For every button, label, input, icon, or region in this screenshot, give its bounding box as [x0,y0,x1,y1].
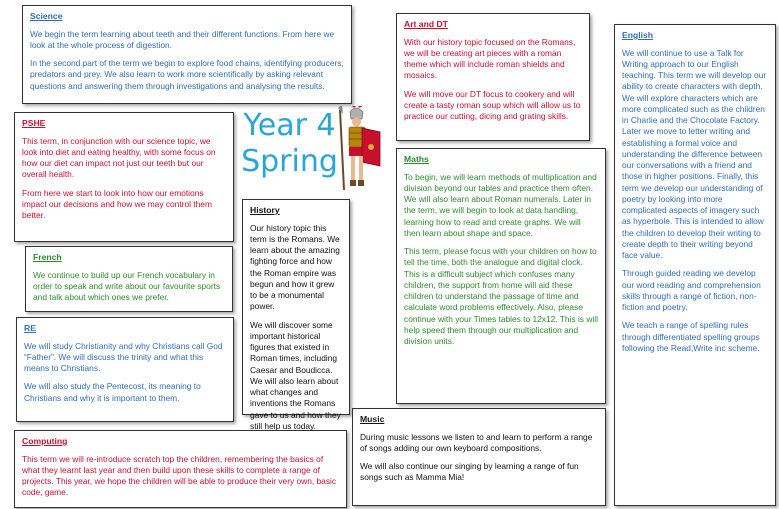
maths-paragraph-1: To begin, we will learn methods of multiplication and division beyond our tables and practice them often. We will also learn about Roman numerals. Later in the term, we will begin to look at data handling, learning how to read and create graphs. We will then learn about shape and space. [404,171,597,238]
science-paragraph-2: In the second part of the term we begin to explore food chains, identifying producers, predators and prey. We also learn to work more scientifically by asking relevant questions and answering them through investigations and analysing the results. [30,58,344,91]
french-paragraph-1: We continue to build up our French vocabulary in order to speak and write about our favourite sports and talk about which ones we prefer. [33,269,221,303]
english-heading: English [622,30,654,40]
art-dt-box [396,13,590,141]
art-dt-paragraph-2: We will move our DT focus to cookery and will create a tasty roman soup which will allow us to practice our cutting, dicing and grating skills. [404,88,581,122]
maths-paragraph-2: This term, please focus with your children on how to tell the time, both the analogue and digital clock. This is a difficult subject which confuses many children, the support from home will aid these children to understand the passage of time and calculate word problems effectively. Also, please continue with your Times tables to 12x12. This is will help speed them through our multiplication and division units. [404,246,598,347]
music-box [352,408,606,506]
maths-box [396,148,606,404]
pshe-box [14,112,234,242]
page-title [232,108,347,180]
title-line-1: Year 4 [243,108,336,143]
french-box [25,246,233,312]
re-heading: RE [24,323,36,333]
art-dt-paragraph-1: With our history topic focused on the Romans, we will be creating art pieces with a roman theme which will include roman shields and mosaics. [404,36,576,81]
music-heading: Music [360,414,385,424]
roman-soldier-icon [336,106,382,192]
computing-heading: Computing [22,436,68,446]
history-paragraph-1: Our history topic this term is the Romans. We learn about the amazing fighting force and how the Roman empire was begun and how it grew to be a monumental power. [250,222,340,312]
history-heading: History [250,205,280,215]
computing-box [14,430,347,508]
english-paragraph-3: We teach a range of spelling rules through differentiated spelling groups following the Read,Write inc scheme. [622,320,760,353]
title-line-2: Spring [241,144,338,179]
pshe-paragraph-1: This term, in conjunction with our science topic, we look into diet and eating healthy, with some focus on how our diet can impact not just our teeth but our overall health. [22,135,216,180]
music-paragraph-1: During music lessons we listen to and learn to perform a range of songs adding our own keyboard compositions. [360,431,593,453]
english-paragraph-1: We will continue to use a Talk for Writing approach to our English teaching. This term we will develop our ability to create characters with depth. We will explore characters which are more complicated such as the children in Charlie and the Chocolate Factory. Later we move to letter writing and establishing a formal voice and understanding the difference between our conversations with a friend and those in higher positions. Finally, this term we develop our understanding of poetry by looking into more complicated aspects of imagery such as hyperbole. This is intended to allow the children to develop their writing to create depth to their writing beyond face value. [622,47,767,261]
computing-paragraph-1: This term we will re-introduce scratch top the children, remembering the basics of what they learnt last year and then build upon these skills to complete a range of projects. This year, we hope the children will be able to produce their very own, basic code, game. [22,453,337,498]
science-paragraph-1: We begin the term learning about teeth and their different functions. From here we look at the whole process of digestion. [30,28,335,50]
english-box [614,24,776,506]
art-dt-heading: Art and DT [404,19,448,29]
history-paragraph-2: We will discover some important historical figures that existed in Roman times, including Caesar and Boudicca. We will also learn about what changes and inventions the Romans gave to us and how they still help us today. [250,319,341,431]
french-heading: French [33,252,62,262]
english-paragraph-2: Through guided reading we develop our word reading and comprehension skills through a range of fiction, non-fiction and poetry. [622,268,761,313]
science-heading: Science [30,11,63,21]
history-box [242,199,350,431]
science-box [22,5,352,104]
pshe-heading: PSHE [22,118,46,128]
re-paragraph-1: We will study Christianity and why Christians call God “Father”. We will discuss the trinity and what this means to Christians. [24,340,223,374]
music-paragraph-2: We will also continue our singing by learning a range of fun songs such as Mamma Mia! [360,461,579,483]
maths-heading: Maths [404,154,429,164]
re-paragraph-2: We will also study the Pentecost, its meaning to Christians and why it is important to them. [24,381,201,403]
re-box [16,317,234,422]
pshe-paragraph-2: From here we start to look into how our emotions impact our decisions and how we may control them better. [22,187,212,221]
